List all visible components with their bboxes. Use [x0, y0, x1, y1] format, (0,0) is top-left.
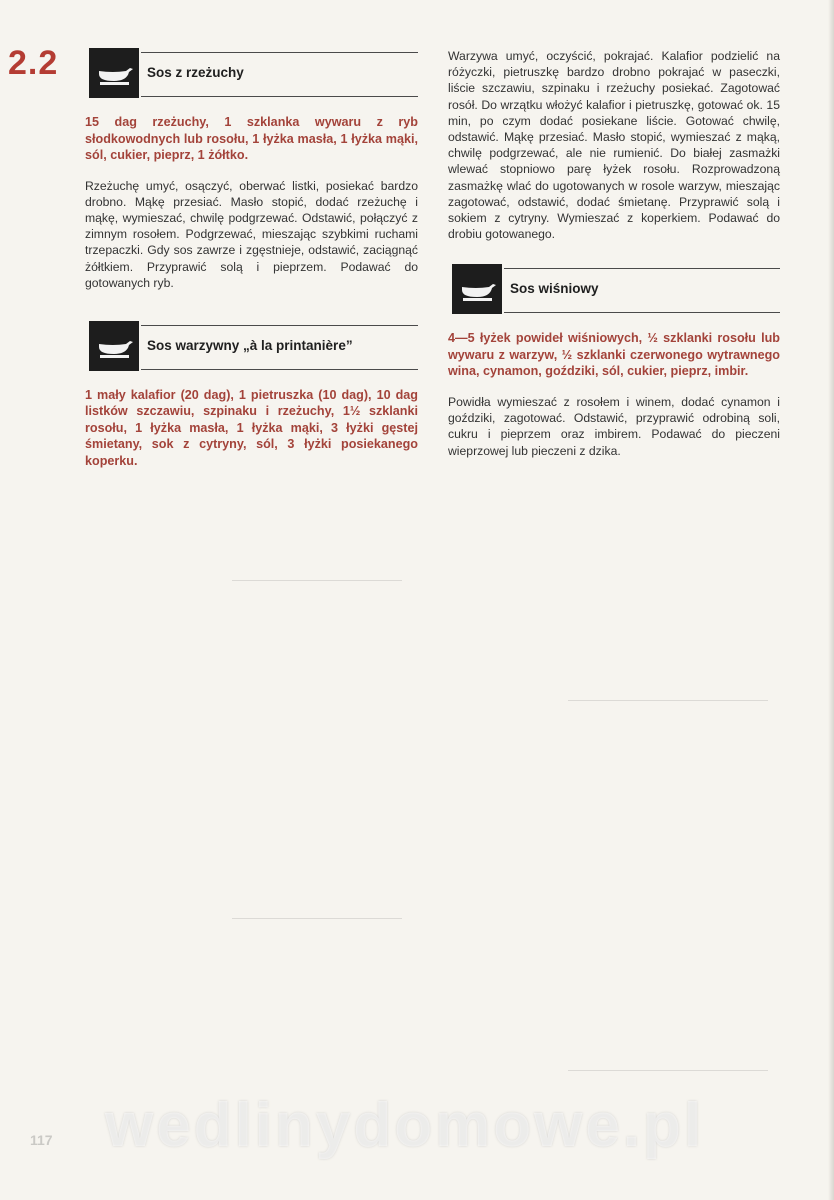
recipe-header — [448, 264, 780, 316]
gravy-boat-icon — [452, 264, 502, 314]
page-number-show-through: 117 — [30, 1132, 53, 1148]
gravy-boat-icon — [89, 321, 139, 371]
recipe-method: Powidła wymieszać z rosołem i winem, dodać cynamon i goździki, zagotować. Odstawić, przyprawić odrobiną soli, cukru i pieprzem oraz imbirem. Podawać do pieczeni wieprzowej lub pieczeni z dzika. — [448, 394, 780, 458]
gravy-boat-icon — [89, 48, 139, 98]
recipe-sos-wisniowy — [448, 264, 780, 458]
left-column — [85, 48, 418, 483]
show-through-rule — [568, 700, 768, 701]
header-rule — [141, 96, 418, 97]
show-through-rule — [232, 580, 402, 581]
recipe-ingredients: 4—5 łyżek powideł wiśniowych, ½ szklanki rosołu lub wywaru z warzyw, ½ szklanki czerwonego wytrawnego wina, cynamon, goździki, sól, cukier, pieprz, imbir. — [448, 331, 780, 379]
header-rule — [141, 369, 418, 370]
recipe-sos-warzywny — [85, 321, 418, 470]
right-column — [448, 48, 780, 459]
watermark: wedlinydomowe.pl — [105, 1091, 705, 1160]
recipe-sos-z-rzezuchy — [85, 48, 418, 291]
header-rule — [504, 268, 780, 269]
header-rule — [504, 312, 780, 313]
header-rule — [141, 325, 418, 326]
show-through-rule — [568, 1070, 768, 1071]
page-edge — [828, 0, 834, 1200]
recipe-ingredients: 1 mały kalafior (20 dag), 1 pietruszka (10 dag), 10 dag listków szczawiu, szpinaku i rzeżuchy, 1½ szklanki rosołu, 1 łyżka masła, 1 łyżka mąki, 3 łyżki gęstej śmietany, sok z cytryny, sól, 3 łyżki posiekanego koperku. — [85, 387, 418, 468]
recipe-method: Rzeżuchę umyć, osączyć, oberwać listki, posiekać bardzo drobno. Mąkę przesiać. Masło stopić, dodać rzeżuchę i mąkę, wymieszać, chwilę podgrzewać. Odstawić, połączyć z zimnym rosołem. Podgrzewać, mieszając szybkimi ruchami trzepaczki. Gdy sos zawrze i zgęstnieje, odstawić, zaciągnąć żółtkiem. Przyprawić solą i pieprzem. Podawać do gotowanych ryb. — [85, 178, 418, 290]
recipe-title: Sos warzywny „à la printanière” — [147, 337, 353, 353]
show-through-rule — [232, 918, 402, 919]
recipe-title: Sos z rzeżuchy — [147, 65, 244, 80]
section-number: 2.2 — [8, 44, 59, 82]
recipe-header — [85, 321, 418, 373]
recipe-title: Sos wiśniowy — [510, 281, 599, 297]
recipe-header — [85, 48, 418, 100]
header-rule — [141, 52, 418, 53]
recipe-ingredients: 15 dag rzeżuchy, 1 szklanka wywaru z ryb słodkowodnych lub rosołu, 1 łyżka masła, 1 łyżka mąki, sól, cukier, pieprz, 1 żółtko. — [85, 115, 418, 162]
recipe-method: Warzywa umyć, oczyścić, pokrajać. Kalafior podzielić na różyczki, pietruszkę bardzo drobno pokrajać w paseczki, liście szczawiu, szpinaku i rzeżuchy posiekać. Zagotować rosół. Do wrzątku włożyć kalafior i pietruszkę, gotować ok. 15 min, po czym dodać posiekane liście. Gotować chwilę, odstawić. Mąkę przesiać. Masło stopić, wymieszać z mąką, chwilę podgrzewać, ale nie rumienić. Do białej zasmażki wlewać stopniowo parę łyżek rosołu. Rozprowadzoną zasmażkę wlać do ugotowanych w rosole warzyw, mieszając zagotować, odstawić, dodać śmietanę. Przyprawić solą i sokiem z cytryny. Wymieszać z koperkiem. Podawać do drobiu gotowanego. — [448, 49, 780, 242]
